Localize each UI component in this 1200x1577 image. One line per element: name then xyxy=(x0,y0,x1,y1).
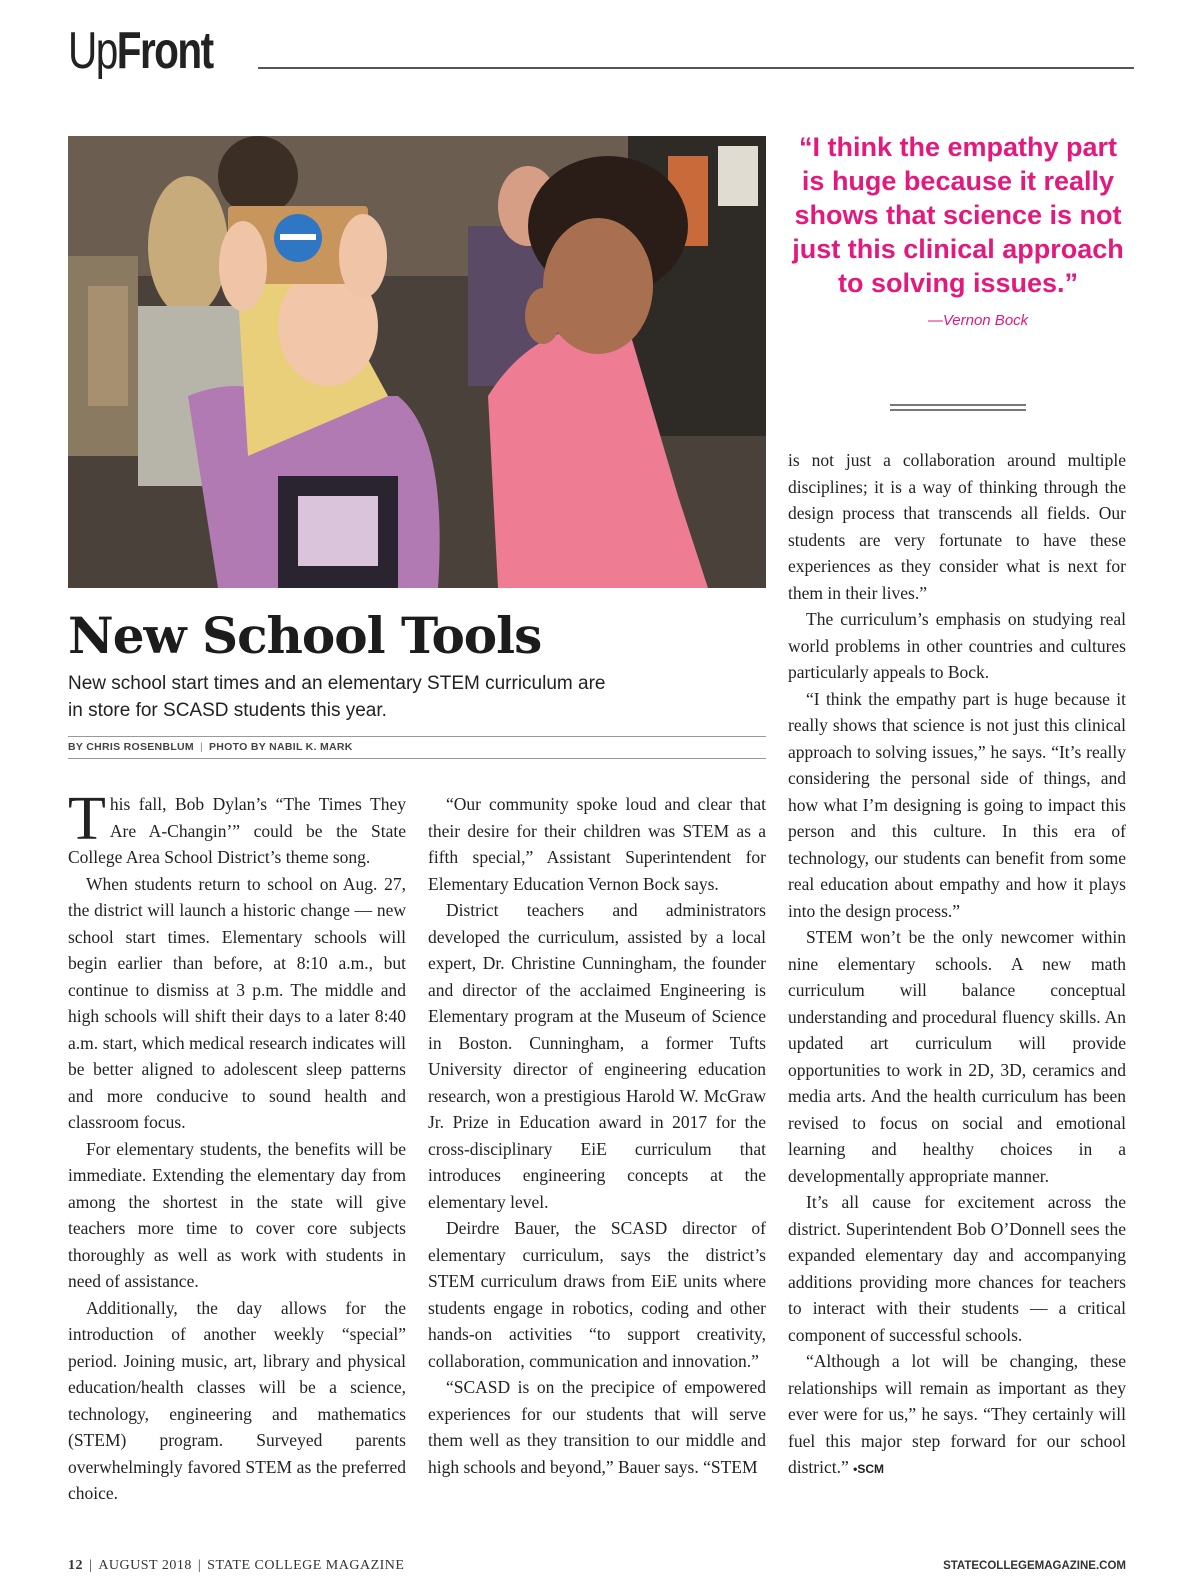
paragraph: For elementary students, the benefits will be immediate. Extending the elementary day from among the shortest in the state will give teachers more time to cover core subjects thoroughly as well as work with students in need of assistance. xyxy=(68,1138,406,1291)
paragraph: is not just a collaboration around multiple disciplines; it is a way of thinking through the design process that transcends all fields. Our students are very fortunate to have these experiences as they consider what is next for them in their lives.” xyxy=(788,450,1126,603)
paragraph-text: his fall, Bob Dylan’s “The Times They Are A-Changin’” could be the State College Area School District’s theme song. xyxy=(68,794,406,867)
issue-date: AUGUST 2018 xyxy=(98,1558,192,1573)
byline-author: BY CHRIS ROSENBLUM xyxy=(68,741,194,753)
article-photo xyxy=(68,136,766,588)
paragraph: District teachers and administrators developed the curriculum, assisted by a local expert, Dr. Christine Cunningham, the founder and director of the acclaimed Engineering is Elementary program at the Museum of Science in Boston. Cunningham, a former Tufts University director of engineering education research, won a prestigious Harold W. McGraw Jr. Prize in Education award in 2017 for the cross-disciplinary EiE curriculum that introduces engineering concepts at the elementary level. xyxy=(428,900,766,1212)
quote-rule-top xyxy=(890,404,1026,406)
page-number: 12 xyxy=(68,1558,83,1573)
magazine-name: STATE COLLEGE MAGAZINE xyxy=(207,1558,405,1573)
paragraph xyxy=(68,785,406,871)
photo-illustration xyxy=(68,136,766,588)
article-column-2 xyxy=(428,791,766,1480)
quote-rule-bottom xyxy=(890,409,1026,411)
paragraph: When students return to school on Aug. 27, the district will launch a historic change — new school start times. Elementary schools will begin earlier than before, at 8:10 a.m., but continue to dismiss at 3 p.m. The middle and high schools will shift their days to a later 8:40 a.m. start, which medical research indicates will be better aligned to adolescent sleep patterns and more conducive to sound health and classroom focus. xyxy=(68,873,406,1132)
pull-quote xyxy=(790,130,1126,329)
footer-website: STATECOLLEGEMAGAZINE.COM xyxy=(943,1560,1126,1572)
brand-front: Front xyxy=(116,22,213,80)
folio-separator: | xyxy=(197,1558,202,1573)
byline-rule-bottom xyxy=(68,758,766,759)
paragraph: The curriculum’s emphasis on studying real world problems in other countries and cultures particularly appeals to Bock. xyxy=(788,609,1126,682)
section-brand xyxy=(68,22,213,80)
paragraph: “SCASD is on the precipice of empowered experiences for our students that will serve them well as they transition to our middle and high schools and beyond,” Bauer says. “STEM xyxy=(428,1377,766,1477)
article-headline: New School Tools xyxy=(68,606,542,665)
paragraph-text: “Although a lot will be changing, these relationships will remain as important as they ever were for us,” he says. “They certainly will fuel this major step forward for our school district.” xyxy=(788,1351,1126,1477)
article-dek: New school start times and an elementary STEM curriculum are in store for SCASD students this year. xyxy=(68,673,606,721)
paragraph: “I think the empathy part is huge because it really shows that science is not just this clinical approach to solving issues,” he says. “It’s really considering the personal side of things, and how what I’m designing is going to impact this person and this culture. In this era of technology, our students can benefit from some real education about empathy and how it plays into the design process.” xyxy=(788,688,1126,921)
byline-separator: | xyxy=(199,741,203,753)
byline xyxy=(68,741,766,753)
paragraph: Deirdre Bauer, the SCASD director of elementary curriculum, says the district’s STEM curriculum draws from EiE units where students engage in robotics, coding and other hands-on activities “to support creativity, collaboration, communication and innovation.” xyxy=(428,1218,766,1371)
byline-photo-credit: PHOTO BY NABIL K. MARK xyxy=(209,741,353,753)
section-header xyxy=(68,22,1134,82)
paragraph: “Our community spoke loud and clear that their desire for their children was STEM as a fifth special,” Assistant Superintendent for Elementary Education Vernon Bock says. xyxy=(428,794,766,894)
end-mark: •SCM xyxy=(853,1462,884,1476)
paragraph: STEM won’t be the only newcomer within nine elementary schools. A new math curriculum will balance conceptual understanding and procedural fluency skills. An updated art curriculum will provide opportunities to work in 2D, 3D, ceramics and media arts. And the health curriculum has been revised to focus on social and emotional learning and healthy choices in a developmentally appropriate manner. xyxy=(788,927,1126,1186)
pull-quote-attribution: —Vernon Bock xyxy=(927,312,1029,329)
byline-rule-top xyxy=(68,736,766,737)
paragraph: It’s all cause for excitement across the district. Superintendent Bob O’Donnell sees the expanded elementary day and accompanying additions providing more chances for teachers to interact with their students — a critical component of successful schools. xyxy=(788,1192,1126,1345)
pull-quote-text: “I think the empathy part is huge because it really shows that science is not just this clinical approach to solving issues.” xyxy=(792,132,1124,298)
paragraph xyxy=(788,1348,1126,1483)
article-column-3 xyxy=(788,447,1126,1483)
article-column-1 xyxy=(68,785,406,1507)
paragraph: Additionally, the day allows for the introduction of another weekly “special” period. Joining music, art, library and physical education/health classes will be a science, technology, engineering and mathematics (STEM) program. Surveyed parents overwhelmingly favored STEM as the preferred choice. xyxy=(68,1297,406,1503)
footer-folio xyxy=(68,1558,404,1574)
header-rule xyxy=(258,67,1134,69)
folio-separator: | xyxy=(89,1558,93,1573)
drop-cap: T xyxy=(68,785,106,853)
brand-up: Up xyxy=(68,22,117,80)
